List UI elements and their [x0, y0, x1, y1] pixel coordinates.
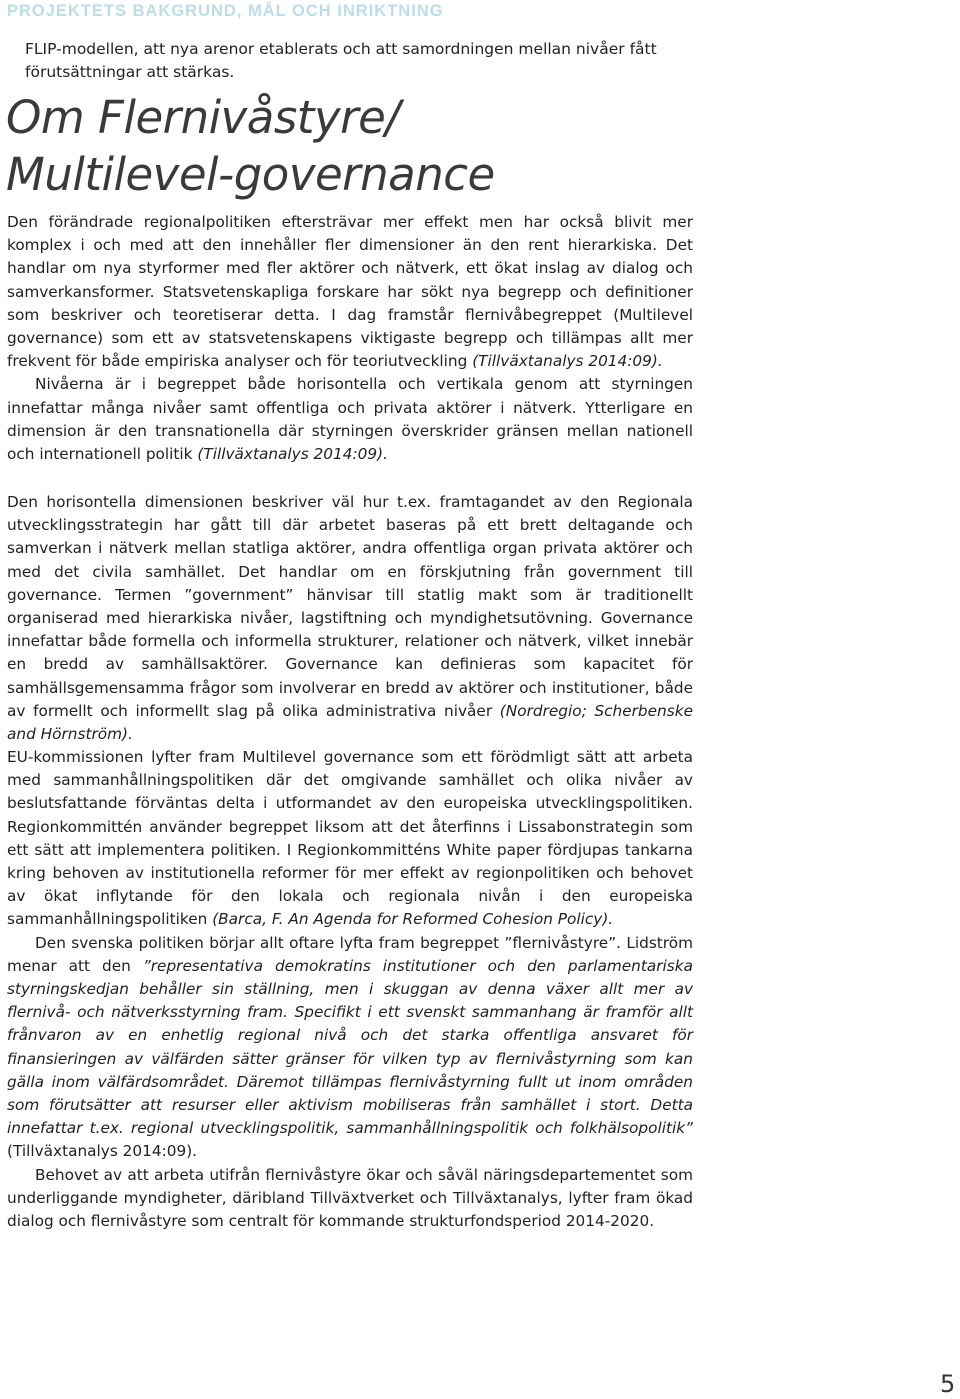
paragraph-2-citation: (Tillväxtanalys 2014:09). [197, 445, 388, 464]
paragraph-2 [7, 373, 693, 466]
paragraph-4-citation: (Barca, F. An Agenda for Reformed Cohesion Policy). [212, 910, 614, 929]
page-title [6, 89, 495, 203]
paragraph-5 [7, 932, 693, 1164]
body-section-1 [7, 211, 693, 466]
paragraph-2-text: Nivåerna är i begreppet både horisontella och vertikala genom att styrningen innefattar många nivåer samt offentliga och privata aktörer i nätverk. Ytterligare en dimension är den transnationella där styrningen överskrider gränsen mellan nationell och internationell politik [7, 375, 693, 464]
paragraph-5-citation: (Tillväxtanalys 2014:09). [7, 1142, 198, 1161]
paragraph-3 [7, 491, 693, 746]
paragraph-4-text: EU-kommissionen lyfter fram Multilevel governance som ett förödmligt sätt att arbeta med sammanhållningspolitiken där det omgivande samhället och olika nivåer av beslutsfattande förväntas delta i utformandet av den europeiska utvecklingspolitiken. Regionkommittén använder begreppet liksom att det återfinns i Lissabonstrategin som ett sätt att implementera politiken. I Regionkommitténs White paper fördjupas tankarna kring behoven av institutionella reformer för mer effekt av regionpolitiken och behovet av ökat inflytande för den lokala och regionala nivån i den europeiska sammanhållningspolitiken [7, 748, 693, 929]
paragraph-1 [7, 211, 693, 373]
paragraph-1-text: Den förändrade regionalpolitiken eftersträvar mer effekt men har också blivit mer komplex i och med att den innehåller fler dimensioner än den rent hierarkiska. Det handlar om nya styrformer med fler aktörer och nätverk, ett ökat inslag av dialog och samverkansformer. Statsvetenskapliga forskare har sökt nya begrepp och definitioner som beskriver och teoretiserar detta. I dag framstår flernivåbegreppet (Multilevel governance) som ett av statsvetenskapens viktigaste begrepp och tillämpas allt mer frekvent för både empiriska analyser och för teoriutveckling [7, 213, 693, 371]
paragraph-1-citation: (Tillväxtanalys 2014:09). [472, 352, 663, 371]
title-line-1: Om Flernivåstyre/ [6, 91, 400, 144]
body-section-2 [7, 491, 693, 746]
intro-text: FLIP-modellen, att nya arenor etablerats och att samordningen mellan nivåer fått förutsättningar att stärkas. [25, 40, 657, 81]
title-line-2: Multilevel-governance [6, 148, 495, 201]
paragraph-4 [7, 746, 693, 932]
section-header: PROJEKTETS BAKGRUND, MÅL OCH INRIKTNING [7, 2, 444, 20]
paragraph-6: Behovet av att arbeta utifrån flernivåstyre ökar och såväl näringsdepartementet som underliggande myndigheter, däribland Tillväxtverket och Tillväxtanalys, lyfter fram ökad dialog och flernivåstyre som centralt för kommande strukturfondsperiod 2014-2020. [7, 1165, 693, 1231]
body-section-3 [7, 746, 693, 1233]
paragraph-5-text: Den svenska politiken börjar allt oftare lyfta fram begreppet ”flernivåstyre”. Lidström menar att den [7, 933, 693, 975]
paragraph-5-quote: ”representativa demokratins institutioner och den parlamentariska styrningskedjan behåller sin ställning, men i skuggan av denna växer allt mer av flernivå- och nätverksstyrning fram. Specifikt i ett svenskt sammanhang är framför allt frånvaron av en enhetlig regional nivå och det starka offentliga ansvaret för finansieringen av välfärden sätter gränser för vilken typ av flernivåstyrning som kan gälla inom välfärdsområdet. Däremot tillämpas flernivåstyrning fullt ut inom områden som förutsätter att resurser eller aktivism mobiliseras från samhället i stort. Detta innefattar t.ex. regional utvecklingspolitik, sammanhållningspolitik och folkhälsopolitik” [7, 956, 693, 1138]
page-number: 5 [940, 1370, 956, 1398]
paragraph-3-citation: (Nordregio; Scherbenske and Hörnström). [7, 701, 693, 744]
paragraph-3-text: Den horisontella dimensionen beskriver väl hur t.ex. framtagandet av den Regionala utvecklingsstrategin har gått till där arbetet baseras på ett brett deltagande och samverkan i nätverk mellan statliga aktörer, andra offentliga organ privata aktörer och med det civila samhället. Det handlar om en förskjutning från government till governance. Termen ”government” hänvisar till statlig makt som är traditionellt organiserad med hierarkiska nivåer, lagstiftning och myndighetsutövning. Governance innefattar både formella och informella strukturer, relationer och nätverk, vilket innebär en bredd av samhällsaktörer. Governance kan definieras som kapacitet för samhällsgemensamma frågor som involverar en bredd av aktörer och institutioner, både av formellt och informellt slag på olika administrativa nivåer [7, 493, 693, 720]
